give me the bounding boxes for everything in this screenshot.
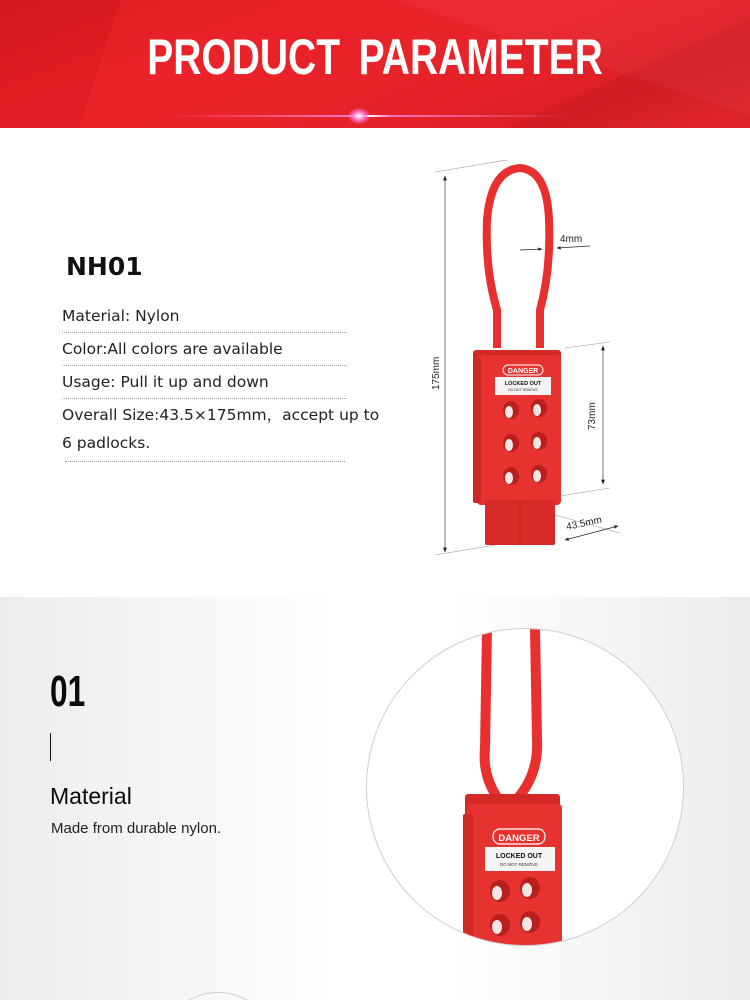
svg-text:4mm: 4mm (560, 234, 583, 245)
svg-text:LOCKED OUT: LOCKED OUT (504, 381, 542, 387)
spec-divider (65, 461, 345, 462)
header-banner (0, 0, 750, 128)
spec-row-size: Overall Size:43.5×175mm，accept up to 6 padlocks. (62, 406, 380, 452)
svg-text:DANGER: DANGER (507, 368, 539, 375)
banner-title: PRODUCT PARAMETER (147, 29, 603, 85)
svg-text:73mm: 73mm (587, 402, 598, 430)
model-name: NH01 (66, 252, 143, 281)
feature-image-circle (366, 628, 684, 946)
svg-text:175mm: 175mm (431, 356, 442, 390)
product-dimension-diagram (415, 160, 625, 560)
svg-text:DO NOT REMOVE: DO NOT REMOVE (508, 388, 538, 392)
spec-row-color: Color:All colors are available (62, 335, 347, 366)
next-feature-circle (158, 992, 278, 1000)
feature-title: Material (50, 783, 132, 809)
feature-divider (50, 733, 51, 761)
banner-glow-line (170, 115, 570, 117)
feature-number: 01 (50, 667, 86, 716)
feature-section (0, 597, 750, 1000)
svg-text:DO NOT REMOVE: DO NOT REMOVE (499, 862, 539, 867)
svg-text:43.5mm: 43.5mm (565, 514, 603, 533)
feature-description: Made from durable nylon. (51, 820, 222, 837)
spec-row-material: Material: Nylon (62, 302, 347, 333)
spec-row-usage: Usage: Pull it up and down (62, 368, 347, 399)
hasp-diagram-icon (415, 160, 625, 560)
svg-text:LOCKED OUT: LOCKED OUT (495, 853, 543, 860)
spec-list (62, 302, 380, 462)
svg-text:DANGER: DANGER (498, 833, 540, 844)
banner-flare-icon (348, 108, 370, 124)
hasp-closeup-icon (367, 629, 684, 946)
